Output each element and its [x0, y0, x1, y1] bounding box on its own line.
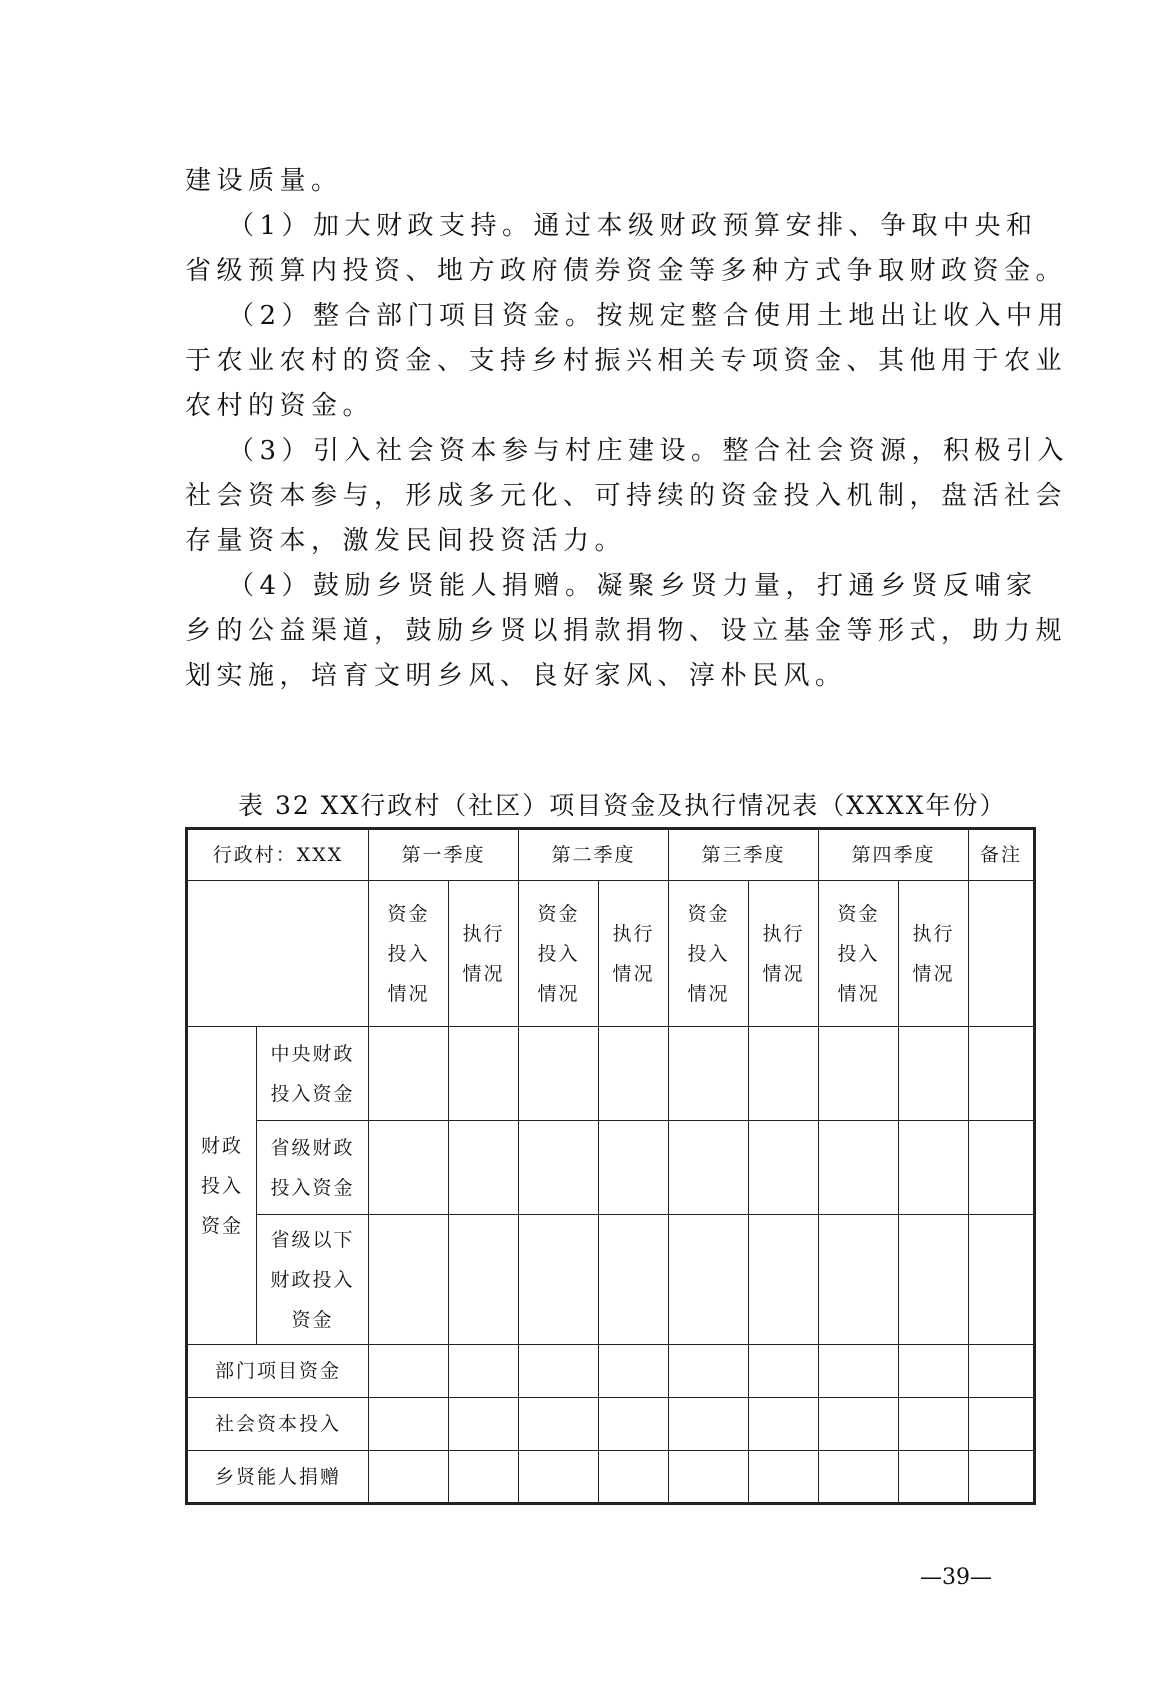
table-cell — [519, 1345, 599, 1398]
paragraph-line: 于农业农村的资金、支持乡村振兴相关专项资金、其他用于农业 — [185, 346, 1068, 376]
paragraph-line: （4）鼓励乡贤能人捐赠。凝聚乡贤力量，打通乡贤反哺家 — [228, 571, 1038, 601]
paragraph-line: 乡的公益渠道，鼓励乡贤以捐款捐物、设立基金等形式，助力规 — [185, 616, 1068, 646]
table-cell — [599, 1027, 669, 1121]
table-cell — [519, 1121, 599, 1215]
table-cell — [449, 1215, 519, 1345]
table-cell — [449, 1121, 519, 1215]
quarter-header: 第一季度 — [369, 829, 519, 881]
table-cell — [969, 1027, 1035, 1121]
table-cell — [819, 1027, 899, 1121]
row-label: 乡贤能人捐赠 — [187, 1451, 369, 1504]
table-row — [187, 1451, 1035, 1504]
table-cell — [969, 881, 1035, 1027]
table-cell — [969, 1398, 1035, 1451]
quarter-header: 第三季度 — [669, 829, 819, 881]
sub-header-invest: 资金 投入 情况 — [519, 881, 599, 1027]
quarter-header: 第二季度 — [519, 829, 669, 881]
table-cell — [899, 1121, 969, 1215]
row-label: 中央财政 投入资金 — [257, 1027, 369, 1121]
paragraph-line: 农村的资金。 — [185, 391, 375, 421]
table-cell — [669, 1121, 749, 1215]
table-cell — [669, 1027, 749, 1121]
table-cell — [749, 1345, 819, 1398]
table-cell — [519, 1215, 599, 1345]
table-cell — [187, 881, 369, 1027]
sub-header-exec: 执行 情况 — [749, 881, 819, 1027]
table-cell — [819, 1121, 899, 1215]
table-cell — [749, 1215, 819, 1345]
table-cell — [819, 1398, 899, 1451]
table-row — [187, 1398, 1035, 1451]
paragraph-line: （1）加大财政支持。通过本级财政预算安排、争取中央和 — [228, 211, 1038, 241]
table-cell — [819, 1215, 899, 1345]
table-cell — [369, 1121, 449, 1215]
table-cell — [899, 1451, 969, 1504]
table-cell — [749, 1398, 819, 1451]
paragraph-line: 社会资本参与，形成多元化、可持续的资金投入机制，盘活社会 — [185, 481, 1068, 511]
table-cell — [599, 1345, 669, 1398]
table-cell — [969, 1451, 1035, 1504]
table-cell — [599, 1451, 669, 1504]
table-subheader-row — [187, 881, 1035, 1027]
page-number: —39— — [920, 1565, 992, 1590]
row-label: 部门项目资金 — [187, 1345, 369, 1398]
table-cell — [369, 1451, 449, 1504]
sub-header-exec: 执行 情况 — [599, 881, 669, 1027]
row-label: 社会资本投入 — [187, 1398, 369, 1451]
table-row — [187, 1027, 1035, 1121]
table-row — [187, 1121, 1035, 1215]
table-cell — [369, 1345, 449, 1398]
table-cell — [899, 1345, 969, 1398]
row-label: 省级财政 投入资金 — [257, 1121, 369, 1215]
table-cell — [449, 1398, 519, 1451]
sub-header-exec: 执行 情况 — [449, 881, 519, 1027]
sub-header-exec: 执行 情况 — [899, 881, 969, 1027]
row-label: 省级以下 财政投入 资金 — [257, 1215, 369, 1345]
table-cell — [899, 1215, 969, 1345]
table-row — [187, 1215, 1035, 1345]
table-cell — [369, 1027, 449, 1121]
table-cell — [449, 1451, 519, 1504]
table-cell — [519, 1398, 599, 1451]
paragraph-line: 划实施，培育文明乡风、良好家风、淳朴民风。 — [185, 661, 847, 691]
table-cell — [969, 1215, 1035, 1345]
table-cell — [599, 1215, 669, 1345]
table-cell — [519, 1451, 599, 1504]
paragraph-line: 存量资本，激发民间投资活力。 — [185, 526, 627, 556]
paragraph-line: （2）整合部门项目资金。按规定整合使用土地出让收入中用 — [228, 301, 1070, 331]
table-cell — [449, 1027, 519, 1121]
paragraph-line: 建设质量。 — [185, 166, 343, 196]
table-cell — [369, 1398, 449, 1451]
table-row — [187, 1345, 1035, 1398]
table-caption: 表 32 XX行政村（社区）项目资金及执行情况表（XXXX年份） — [238, 791, 1007, 820]
table-cell — [969, 1345, 1035, 1398]
table-cell — [599, 1398, 669, 1451]
table-cell — [819, 1451, 899, 1504]
table-cell — [669, 1345, 749, 1398]
table-cell — [969, 1121, 1035, 1215]
table-cell — [669, 1398, 749, 1451]
paragraph-line: （3）引入社会资本参与村庄建设。整合社会资源，积极引入 — [228, 436, 1070, 466]
quarter-header: 第四季度 — [819, 829, 969, 881]
table-cell — [899, 1027, 969, 1121]
table-cell — [899, 1398, 969, 1451]
paragraph-line: 省级预算内投资、地方政府债券资金等多种方式争取财政资金。 — [185, 256, 1068, 286]
table-cell — [819, 1345, 899, 1398]
table-cell — [669, 1451, 749, 1504]
table-cell — [749, 1027, 819, 1121]
table-header-row — [187, 829, 1035, 881]
table-cell — [749, 1121, 819, 1215]
table-cell — [669, 1215, 749, 1345]
table-cell — [449, 1345, 519, 1398]
funding-table — [185, 827, 1036, 1505]
table-cell — [519, 1027, 599, 1121]
village-label: 行政村：XXX — [187, 829, 369, 881]
sub-header-invest: 资金 投入 情况 — [369, 881, 449, 1027]
table-cell — [599, 1121, 669, 1215]
sub-header-invest: 资金 投入 情况 — [819, 881, 899, 1027]
table-cell — [749, 1451, 819, 1504]
table-cell — [369, 1215, 449, 1345]
remark-header: 备注 — [969, 829, 1035, 881]
fiscal-group-label: 财政 投入 资金 — [187, 1027, 257, 1345]
sub-header-invest: 资金 投入 情况 — [669, 881, 749, 1027]
